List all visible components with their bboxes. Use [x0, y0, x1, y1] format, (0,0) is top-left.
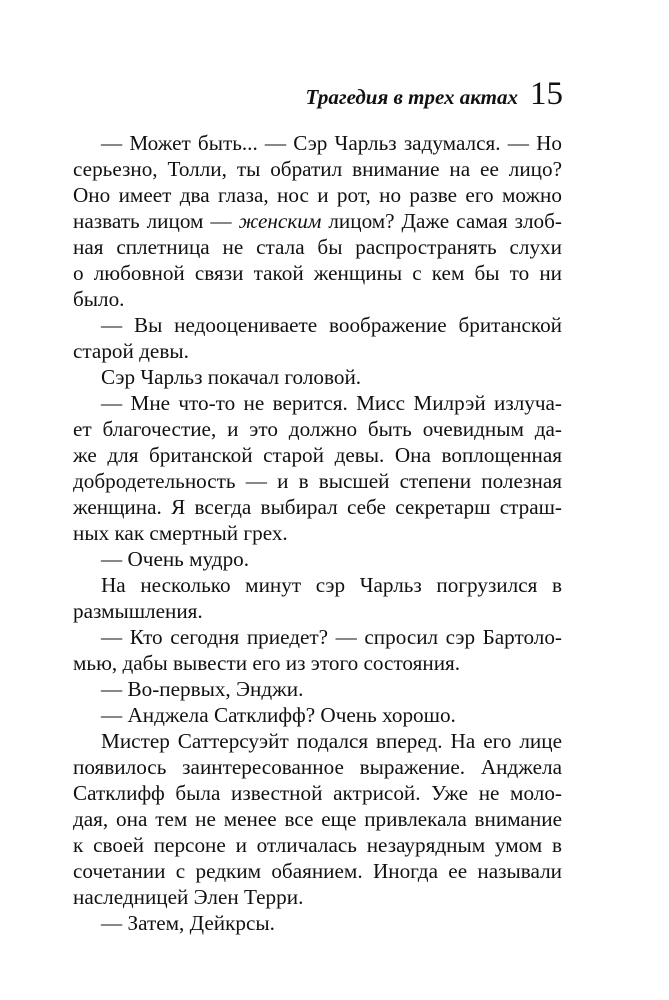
text-line-content: лицом? Даже самая злоб- — [321, 209, 562, 233]
running-title: Трагедия в трех актах — [305, 85, 518, 109]
text-line — [73, 624, 562, 650]
text-line-content: наследницей Элен Терри. — [73, 885, 304, 909]
text-line — [73, 312, 562, 338]
text-line — [73, 416, 562, 442]
text-line — [73, 858, 562, 884]
text-line-content: — Вы недооцениваете воображение британской — [101, 313, 562, 337]
text-line-content: Мистер Саттерсуэйт подался вперед. На его лице — [101, 729, 562, 753]
text-line — [73, 650, 562, 676]
text-line-content: назвать лицом — — [73, 209, 239, 233]
running-header — [0, 78, 563, 111]
text-line-content: Оно имеет два глаза, нос и рот, но разве его можно — [73, 183, 562, 207]
text-line — [73, 494, 562, 520]
text-line — [73, 364, 562, 390]
text-line-content: к своей персоне и отличалась незаурядным умом в — [73, 833, 562, 857]
text-line — [73, 728, 562, 754]
text-line-content: — Во-первых, Энджи. — [101, 677, 304, 701]
text-line-content: мью, дабы вывести его из этого состояния. — [73, 651, 461, 675]
text-line — [73, 780, 562, 806]
text-line — [73, 338, 562, 364]
text-line — [73, 286, 562, 312]
text-line-content: появилось заинтересованное выражение. Анджела — [73, 755, 562, 779]
text-line-content: серьезно, Толли, ты обратил внимание на ее лицо? — [73, 157, 562, 181]
text-line-content: — Анджела Сатклифф? Очень хорошо. — [101, 703, 456, 727]
text-line-content: женщина. Я всегда выбирал себе секретарш страш- — [73, 495, 562, 519]
text-line-content: было. — [73, 287, 125, 311]
text-line — [73, 598, 562, 624]
text-line-content: ных как смертный грех. — [73, 521, 288, 545]
body-text — [73, 130, 562, 936]
text-line-content: — Мне что-то не верится. Мисс Милрэй излуча- — [101, 391, 562, 415]
text-line — [73, 910, 562, 936]
text-line — [73, 442, 562, 468]
page-number: 15 — [530, 76, 563, 112]
text-line-content: старой девы. — [73, 339, 189, 363]
text-line — [73, 182, 562, 208]
text-line — [73, 676, 562, 702]
text-line-content: размышления. — [73, 599, 203, 623]
text-line — [73, 390, 562, 416]
text-line — [73, 754, 562, 780]
text-line — [73, 156, 562, 182]
text-line-content: — Кто сегодня приедет? — спросил сэр Бартоло- — [101, 625, 562, 649]
text-line — [73, 260, 562, 286]
text-line — [73, 806, 562, 832]
text-line-content: На несколько минут сэр Чарльз погрузился в — [101, 573, 562, 597]
text-line — [73, 546, 562, 572]
text-line-content: сочетании с редким обаянием. Иногда ее называли — [73, 859, 562, 883]
text-line-content: Сэр Чарльз покачал головой. — [101, 365, 362, 389]
text-line — [73, 234, 562, 260]
text-line-content: — Очень мудро. — [101, 547, 250, 571]
text-line-content: — Затем, Дейкрсы. — [101, 911, 275, 935]
text-line — [73, 702, 562, 728]
text-line-content: дая, она тем не менее все еще привлекала внимание — [73, 807, 562, 831]
emphasized-word: женским — [238, 209, 322, 233]
text-line-content: добродетельность — и в высшей степени полезная — [73, 469, 562, 493]
text-line-content: ет благочестие, и это должно быть очевидным да- — [73, 417, 562, 441]
text-line — [73, 884, 562, 910]
text-line-content: ная сплетница не стала бы распространять слухи — [73, 235, 562, 259]
text-line-content: — Может быть... — Сэр Чарльз задумался. — Но — [101, 131, 562, 155]
text-line — [73, 208, 562, 234]
text-line — [73, 572, 562, 598]
text-line-content: же для британской старой девы. Она воплощенная — [73, 443, 562, 467]
text-line-content: о любовной связи такой женщины с кем бы то ни — [73, 261, 562, 285]
text-line — [73, 832, 562, 858]
text-line — [73, 130, 562, 156]
text-line — [73, 520, 562, 546]
text-line-content: Сатклифф была известной актрисой. Уже не моло- — [73, 781, 562, 805]
text-line — [73, 468, 562, 494]
